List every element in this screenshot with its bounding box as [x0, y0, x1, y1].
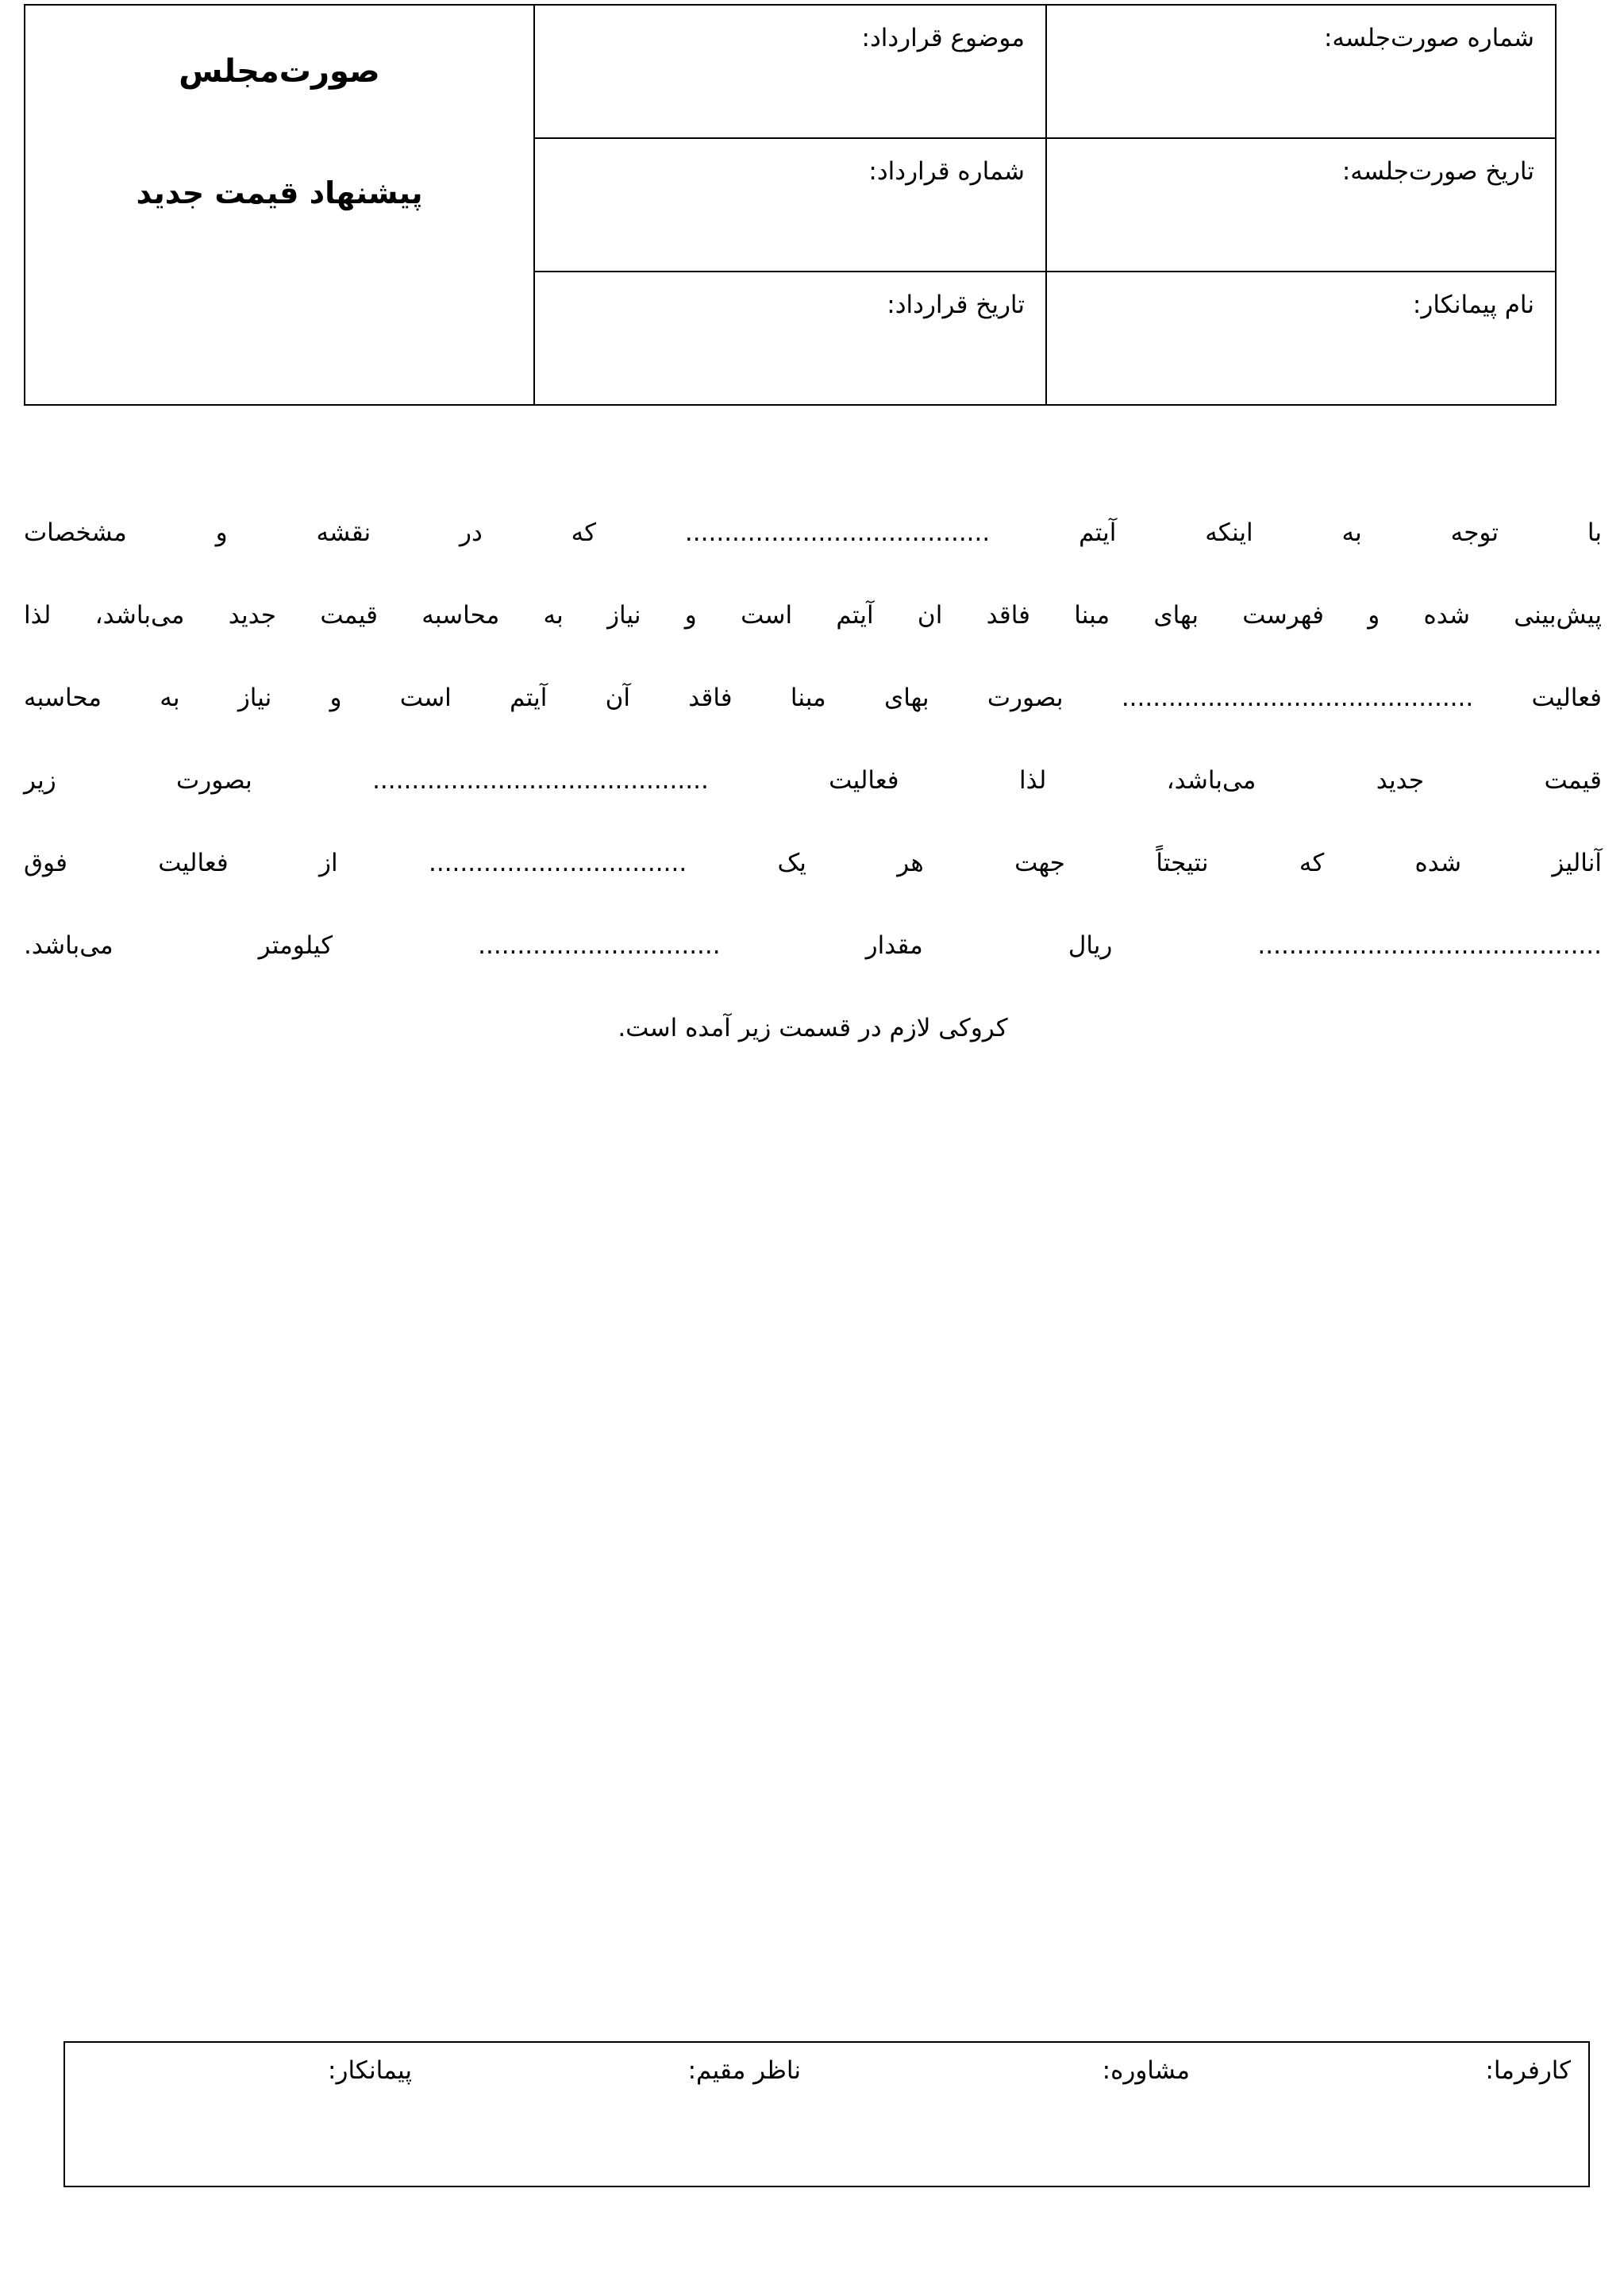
signature-label-consultant: مشاوره: [1102, 2056, 1190, 2085]
title-stack [25, 6, 533, 404]
meeting-date-cell [1046, 138, 1556, 272]
body-line-6: ............................................ ریال مقدار ............................... کیلومتر می‌باشد. [24, 931, 1602, 960]
contract-number-label: شماره قرارداد: [868, 156, 1025, 186]
meeting-number-label: شماره صورت‌جلسه: [1323, 24, 1534, 52]
page-subtitle: پیشنهاد قیمت جدید [136, 175, 423, 210]
signature-footer-box [63, 2041, 1590, 2187]
table-row [25, 5, 1556, 138]
contractor-name-cell [1046, 272, 1556, 405]
meeting-date-label: تاریخ صورت‌جلسه: [1341, 156, 1534, 186]
signature-label-contractor: پیمانکار: [328, 2056, 412, 2085]
header-info-table [24, 4, 1557, 406]
signature-row [65, 2043, 1588, 2083]
document-title-cell [25, 5, 534, 405]
signature-label-resident-supervisor: ناظر مقیم: [687, 2056, 801, 2085]
contract-subject-cell [534, 5, 1046, 138]
body-line-2: پیش‌بینی شده و فهرست بهای مبنا فاقد ان آیتم است و نیاز به محاسبه قیمت جدید می‌باشد، لذا [24, 601, 1602, 630]
contractor-name-label: نام پیمانکار: [1412, 290, 1534, 319]
body-paragraph [24, 508, 1602, 1086]
contract-date-cell [534, 272, 1046, 405]
contract-number-cell [534, 138, 1046, 272]
body-line-4: قیمت جدید می‌باشد، لذا فعالیت ........................................... بصورت زیر [24, 766, 1602, 795]
contract-date-label: تاریخ قرارداد: [887, 290, 1025, 319]
body-line-1: با توجه به اینکه آیتم ....................................... که در نقشه و مشخصات [24, 518, 1602, 547]
page-title: صورت‌مجلس [179, 53, 380, 90]
signature-label-employer: کارفرما: [1485, 2056, 1571, 2085]
body-line-5: آنالیز شده که نتیجتاً جهت هر یک ................................. از فعالیت فوق [24, 849, 1602, 877]
body-line-3: فعالیت ............................................. بصورت بهای مبنا فاقد آن آیتم است و نیاز به محاسبه [24, 684, 1602, 712]
meeting-number-cell [1046, 5, 1556, 138]
contract-subject-label: موضوع قرارداد: [861, 24, 1025, 52]
body-line-7: کروکی لازم در قسمت زیر آمده است. [618, 1014, 1008, 1042]
